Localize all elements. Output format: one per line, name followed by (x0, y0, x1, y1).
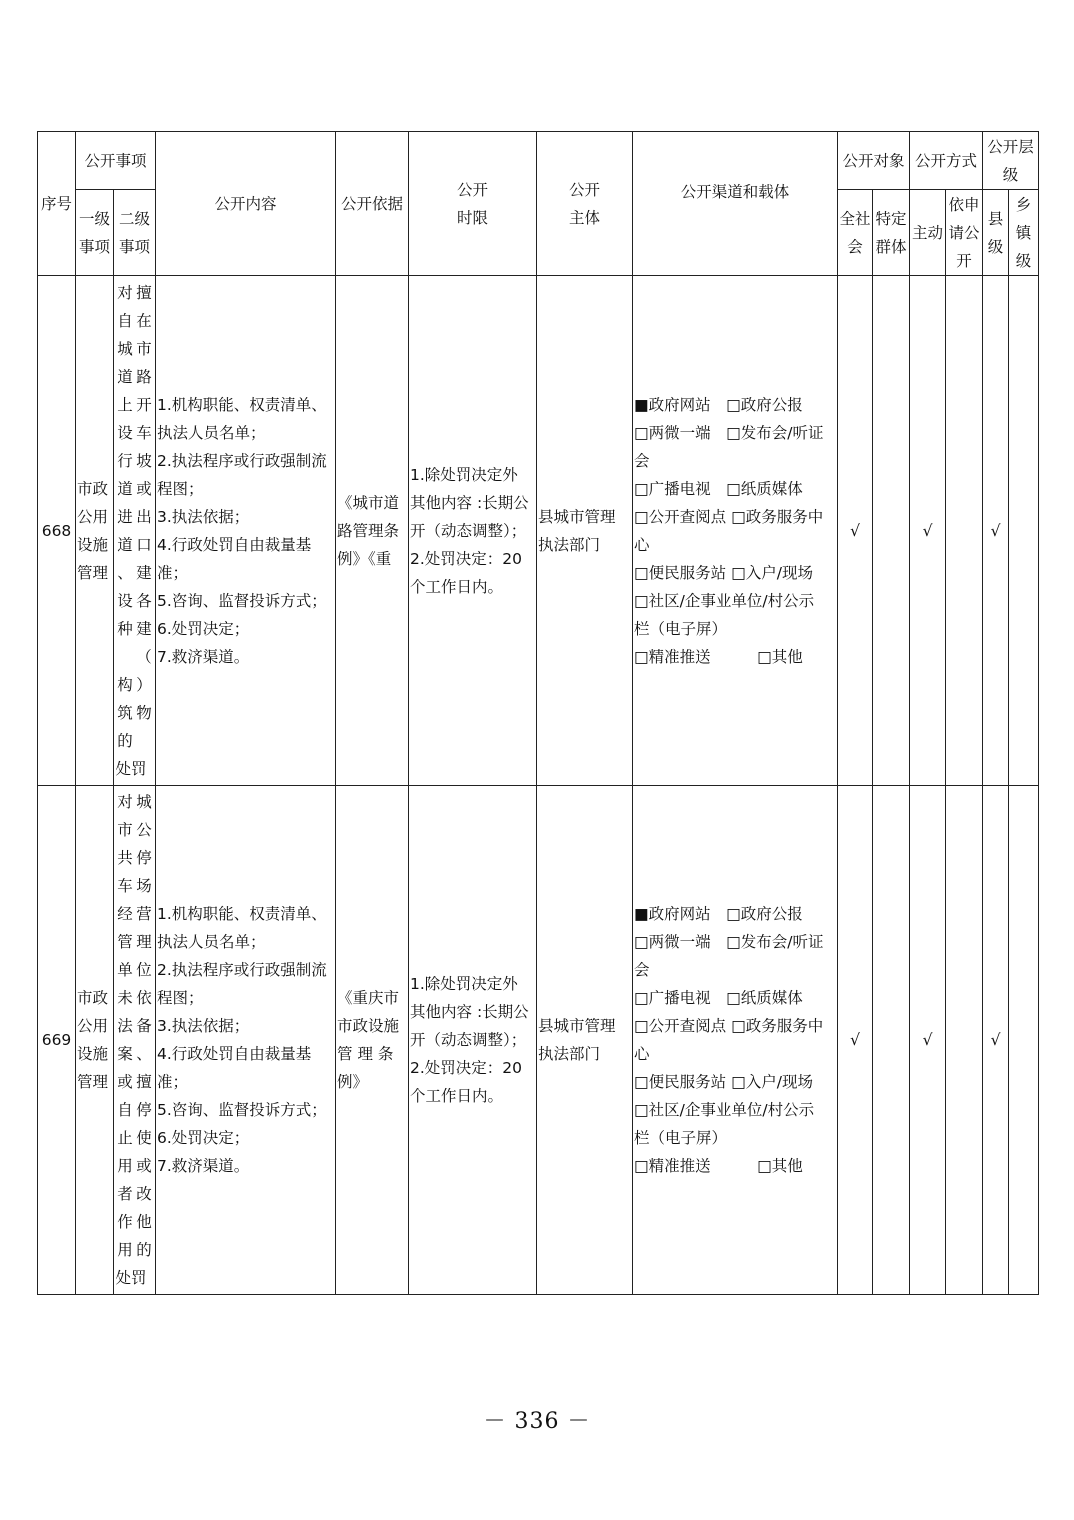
header-subject-line1: 公开 (569, 180, 601, 199)
cell-line: 其他内容 :长期公 (410, 493, 529, 512)
row-level2-grid (114, 788, 155, 1292)
level2-char: 用 (117, 1241, 133, 1259)
level2-char: 道 (117, 535, 133, 554)
row-mode-active: √ (910, 276, 946, 786)
row-layer-town (1009, 786, 1039, 1295)
row-time-limit (409, 786, 537, 1295)
cell-line: 4.行政处罚自由裁量基 (157, 1045, 312, 1063)
header-layer-town: 乡镇级 (1009, 190, 1039, 276)
level2-char: 各 (136, 591, 152, 610)
level2-char: 对 (117, 793, 133, 811)
row-mode-request (946, 276, 983, 786)
cell-line: □广播电视 □纸质媒体 (634, 989, 803, 1007)
level2-char: 止 (117, 1129, 133, 1147)
cell-line: 4.行政处罚自由裁量基 (157, 535, 312, 554)
cell-line: 个工作日内。 (410, 577, 504, 596)
level2-char (116, 643, 135, 671)
cell-line: 程图； (157, 479, 204, 498)
header-level1: 一级事项 (76, 190, 114, 276)
level2-char: 进 (117, 507, 133, 526)
cell-line: 其他内容 :长期公 (410, 1003, 529, 1021)
level2-char: 车 (136, 423, 152, 442)
header-seq: 序号 (38, 132, 76, 276)
level2-char: 的 (136, 1241, 152, 1259)
row-subject (537, 786, 633, 1295)
cell-line: 执法部门 (538, 535, 601, 554)
level2-char: 种 (117, 619, 133, 638)
level2-char: 车 (117, 877, 133, 895)
level2-char: 设 (117, 423, 133, 442)
level2-char: 构 (117, 675, 133, 694)
header-mode-request: 依申请公开 (946, 190, 983, 276)
row-layer-town (1009, 276, 1039, 786)
row-target-group (873, 276, 910, 786)
level2-char: 城 (117, 339, 133, 358)
row-mode-request (946, 786, 983, 1295)
level2-char: 使 (136, 1129, 152, 1147)
cell-line: 例》 (337, 1073, 369, 1091)
level2-char: 法 (117, 1017, 133, 1035)
level2-char: 依 (136, 989, 152, 1007)
cell-line: 准； (157, 563, 189, 582)
cell-line: 《重庆市 (337, 989, 400, 1007)
level2-char: 未 (117, 989, 133, 1007)
table-row (38, 786, 1039, 1295)
level2-char: 处罚 (115, 759, 147, 778)
header-mode-active: 主动 (910, 190, 946, 276)
level2-char: ） (136, 675, 152, 694)
cell-line: 1.除处罚决定外 (410, 465, 518, 484)
cell-line: 管 理 条 (337, 1045, 394, 1063)
level2-char: 或 (117, 1073, 133, 1091)
header-layer: 公开层级 (983, 132, 1039, 190)
level2-char: 口 (136, 535, 152, 554)
header-target-all: 全社会 (838, 190, 873, 276)
level2-char: 停 (136, 1101, 152, 1119)
cell-line: 2.处罚决定：20 (410, 1059, 523, 1077)
level2-char: 、 (117, 563, 133, 582)
level2-char: 或 (136, 1157, 152, 1175)
row-target-group (873, 786, 910, 1295)
cell-line: 6.处罚决定； (157, 619, 250, 638)
cell-line: 2.执法程序或行政强制流 (157, 961, 327, 979)
level2-char: 者 (117, 1185, 133, 1203)
row-layer-county: √ (983, 276, 1009, 786)
header-time-limit-line2: 时限 (457, 208, 489, 227)
cell-line: □社区/企事业单位/村公示 (634, 591, 815, 610)
cell-line: □精准推送 □其他 (634, 1157, 803, 1175)
level2-char: 对 (117, 283, 133, 302)
cell-line: □公开查阅点 □政务服务中 (634, 507, 824, 526)
level2-char: 出 (136, 507, 152, 526)
level2-char: （ (136, 647, 152, 666)
level2-char: 自 (117, 311, 133, 330)
cell-line: □社区/企事业单位/村公示 (634, 1101, 815, 1119)
level2-char: 作 (117, 1213, 133, 1231)
level2-char: 处罚 (115, 1269, 147, 1287)
cell-line: 准； (157, 1073, 189, 1091)
row-level2 (114, 786, 156, 1295)
level2-char: 擅 (136, 283, 152, 302)
level2-char: 改 (136, 1185, 152, 1203)
level2-char: 停 (136, 849, 152, 867)
header-matters: 公开事项 (76, 132, 156, 190)
level2-char: 设 (117, 591, 133, 610)
level2-char: 单 (117, 961, 133, 979)
header-subject-line2: 主体 (569, 208, 601, 227)
table-row (38, 276, 1039, 786)
cell-line: 程图； (157, 989, 204, 1007)
row-basis (336, 786, 409, 1295)
cell-line: □公开查阅点 □政务服务中 (634, 1017, 824, 1035)
level2-char: 经 (117, 905, 133, 923)
cell-line: 3.执法依据； (157, 507, 250, 526)
cell-line: 心 (634, 535, 650, 554)
level2-char: 在 (136, 311, 152, 330)
level2-char: 路 (136, 367, 152, 386)
cell-line: 县城市管理 (538, 1017, 616, 1035)
cell-line: 3.执法依据； (157, 1017, 250, 1035)
level2-char: 位 (136, 961, 152, 979)
header-content: 公开内容 (156, 132, 336, 276)
cell-line: □广播电视 □纸质媒体 (634, 479, 803, 498)
row-layer-county: √ (983, 786, 1009, 1295)
row-level1: 市政公用设施管理 (76, 786, 114, 1295)
level2-char: 公 (136, 821, 152, 839)
cell-line: 1.机构职能、权责清单、 (157, 395, 327, 414)
row-target-all: √ (838, 276, 873, 786)
level2-char: 场 (136, 877, 152, 895)
cell-line: 开（动态调整）； (410, 521, 527, 540)
level2-char: 道 (117, 479, 133, 498)
cell-line: 7.救济渠道。 (157, 1157, 250, 1175)
cell-line: 栏（电子屏） (634, 1129, 728, 1147)
header-target-group: 特定群体 (873, 190, 910, 276)
row-subject (537, 276, 633, 786)
header-basis: 公开依据 (336, 132, 409, 276)
header-layer-county: 县级 (983, 190, 1009, 276)
level2-char: 道 (117, 367, 133, 386)
cell-line: □便民服务站 □入户/现场 (634, 563, 813, 582)
level2-char: 行 (117, 451, 133, 470)
row-level2-grid (114, 279, 155, 783)
cell-line: 2.执法程序或行政强制流 (157, 451, 327, 470)
level2-char: 备 (136, 1017, 152, 1035)
cell-line: 市政设施 (337, 1017, 400, 1035)
cell-line: 5.咨询、监督投诉方式； (157, 591, 327, 610)
cell-line: 5.咨询、监督投诉方式； (157, 1101, 327, 1119)
level2-char: 建 (136, 619, 152, 638)
cell-line: 例》《重 (337, 549, 392, 568)
cell-line: 《城市道 (337, 493, 400, 512)
cell-line: 栏（电子屏） (634, 619, 728, 638)
level2-char: 理 (136, 933, 152, 951)
header-subject (537, 132, 633, 276)
cell-line: 1.机构职能、权责清单、 (157, 905, 327, 923)
cell-line: □两微一端 □发布会/听证 (634, 933, 824, 951)
level2-char: 的 (117, 731, 133, 750)
level2-char: 城 (136, 793, 152, 811)
header-time-limit-line1: 公开 (457, 180, 489, 199)
cell-line: 2.处罚决定：20 (410, 549, 523, 568)
level2-char: 案 (117, 1045, 133, 1063)
level2-char: 管 (117, 933, 133, 951)
cell-line: 路管理条 (337, 521, 400, 540)
level2-char: 或 (136, 479, 152, 498)
cell-line: 会 (634, 451, 650, 470)
level2-char: 他 (136, 1213, 152, 1231)
cell-line: 执法人员名单； (157, 423, 266, 442)
row-basis (336, 276, 409, 786)
header-row-1 (38, 132, 1039, 190)
level2-char: 物 (136, 703, 152, 722)
row-channels (633, 786, 838, 1295)
cell-line: 执法人员名单； (157, 933, 266, 951)
row-time-limit (409, 276, 537, 786)
level2-char: 上 (117, 395, 133, 414)
level2-char: 自 (117, 1101, 133, 1119)
level2-char: 用 (117, 1157, 133, 1175)
header-time-limit (409, 132, 537, 276)
cell-line: 7.救济渠道。 (157, 647, 250, 666)
header-mode: 公开方式 (910, 132, 983, 190)
level2-char: 筑 (117, 703, 133, 722)
disclosure-table (37, 131, 1039, 1295)
cell-line: 执法部门 (538, 1045, 601, 1063)
header-target: 公开对象 (838, 132, 910, 190)
row-seq: 668 (38, 276, 76, 786)
level2-char: 共 (117, 849, 133, 867)
cell-line: 开（动态调整）； (410, 1031, 527, 1049)
level2-char: 市 (117, 821, 133, 839)
cell-line: □便民服务站 □入户/现场 (634, 1073, 813, 1091)
cell-line: □精准推送 □其他 (634, 647, 803, 666)
level2-char: 擅 (136, 1073, 152, 1091)
row-level2 (114, 276, 156, 786)
page-number: － 336 － (483, 1409, 591, 1434)
level2-char: 坡 (136, 451, 152, 470)
row-content (156, 276, 336, 786)
level2-char: 、 (136, 1045, 152, 1063)
row-seq: 669 (38, 786, 76, 1295)
cell-line: □两微一端 □发布会/听证 (634, 423, 824, 442)
cell-line: 个工作日内。 (410, 1087, 504, 1105)
row-mode-active: √ (910, 786, 946, 1295)
level2-char: 建 (136, 563, 152, 582)
level2-char: 市 (136, 339, 152, 358)
header-channels: 公开渠道和载体 (633, 132, 838, 276)
cell-line: 1.除处罚决定外 (410, 975, 518, 993)
level2-char: 开 (136, 395, 152, 414)
cell-line: ■政府网站 □政府公报 (634, 395, 803, 414)
row-content (156, 786, 336, 1295)
row-channels (633, 276, 838, 786)
cell-line: 会 (634, 961, 650, 979)
cell-line: 6.处罚决定； (157, 1129, 250, 1147)
row-target-all: √ (838, 786, 873, 1295)
row-level1: 市政公用设施管理 (76, 276, 114, 786)
cell-line: 心 (634, 1045, 650, 1063)
cell-line: ■政府网站 □政府公报 (634, 905, 803, 923)
cell-line: 县城市管理 (538, 507, 616, 526)
level2-char: 营 (136, 905, 152, 923)
header-level2: 二级事项 (114, 190, 156, 276)
